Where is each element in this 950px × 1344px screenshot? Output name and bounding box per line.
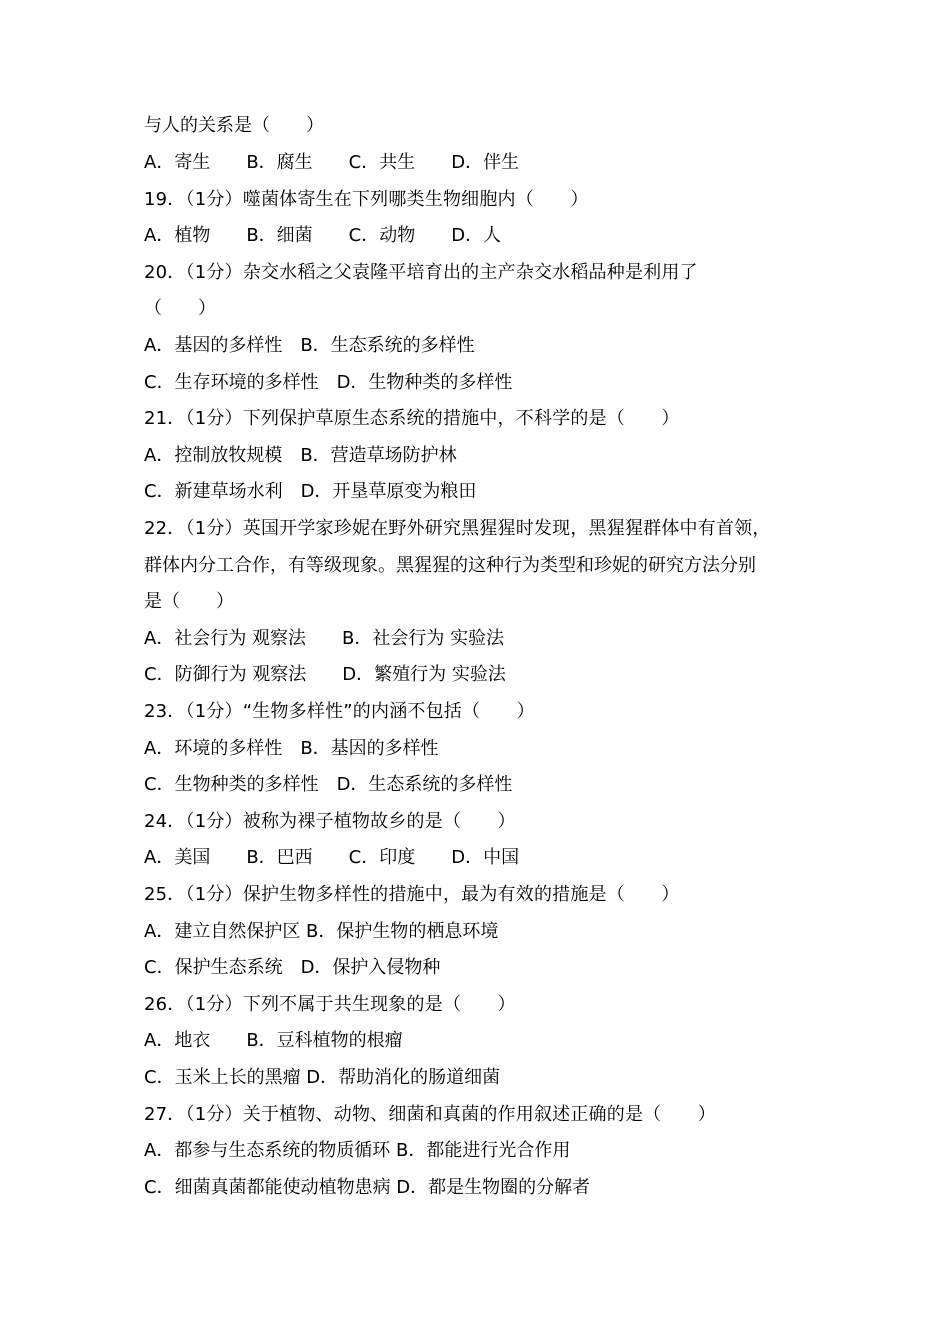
- question-20-stem: 20．（1分）杂交水稻之父袁隆平培育出的主产杂交水稻品种是利用了: [144, 262, 698, 283]
- question-23-options-cd: C．生物种类的多样性 D．生态系统的多样性: [144, 774, 513, 795]
- question-18-stem-continuation: 与人的关系是（ ）: [144, 115, 324, 136]
- question-26-options-ab: A．地衣 B．豆科植物的根瘤: [144, 1030, 403, 1051]
- question-20-options-cd: C．生存环境的多样性 D．生物种类的多样性: [144, 372, 513, 393]
- question-20-options-ab: A．基因的多样性 B．生态系统的多样性: [144, 335, 475, 356]
- question-22-stem: 22．（1分）英国开学家珍妮在野外研究黑猩猩时发现，黑猩猩群体中有首领，: [144, 518, 771, 539]
- question-27-options-cd: C．细菌真菌都能使动植物患病 D．都是生物圈的分解者: [144, 1177, 591, 1198]
- question-22-options-ab: A．社会行为 观察法 B．社会行为 实验法: [144, 628, 505, 649]
- question-23-options-ab: A．环境的多样性 B．基因的多样性: [144, 738, 439, 759]
- question-24-stem: 24．（1分）被称为裸子植物故乡的是（ ）: [144, 811, 516, 832]
- question-23-stem: 23．（1分）“生物多样性”的内涵不包括（ ）: [144, 701, 535, 722]
- question-21-options-cd: C．新建草场水利 D．开垦草原变为粮田: [144, 481, 477, 502]
- question-21-stem: 21．（1分）下列保护草原生态系统的措施中，不科学的是（ ）: [144, 408, 680, 429]
- question-26-options-cd: C．玉米上长的黑瘤 D．帮助消化的肠道细菌: [144, 1067, 501, 1088]
- question-18-options: A．寄生 B．腐生 C．共生 D．伴生: [144, 152, 520, 173]
- question-19-stem: 19．（1分）噬菌体寄生在下列哪类生物细胞内（ ）: [144, 189, 589, 210]
- question-19-options: A．植物 B．细菌 C．动物 D．人: [144, 225, 502, 246]
- question-22-stem-continuation-1: 群体内分工合作，有等级现象。黑猩猩的这种行为类型和珍妮的研究方法分别: [144, 555, 756, 576]
- question-21-options-ab: A．控制放牧规模 B．营造草场防护林: [144, 445, 457, 466]
- question-20-stem-continuation: （ ）: [144, 298, 216, 319]
- question-27-options-ab: A．都参与生态系统的物质循环 B．都能进行光合作用: [144, 1140, 571, 1161]
- question-22-options-cd: C．防御行为 观察法 D．繁殖行为 实验法: [144, 664, 506, 685]
- question-22-stem-continuation-2: 是（ ）: [144, 591, 234, 612]
- question-27-stem: 27．（1分）关于植物、动物、细菌和真菌的作用叙述正确的是（ ）: [144, 1104, 716, 1125]
- question-25-options-cd: C．保护生态系统 D．保护入侵物种: [144, 957, 441, 978]
- question-25-stem: 25．（1分）保护生物多样性的措施中，最为有效的措施是（ ）: [144, 884, 680, 905]
- question-26-stem: 26．（1分）下列不属于共生现象的是（ ）: [144, 994, 516, 1015]
- question-25-options-ab: A．建立自然保护区 B．保护生物的栖息环境: [144, 921, 499, 942]
- question-24-options: A．美国 B．巴西 C．印度 D．中国: [144, 847, 520, 868]
